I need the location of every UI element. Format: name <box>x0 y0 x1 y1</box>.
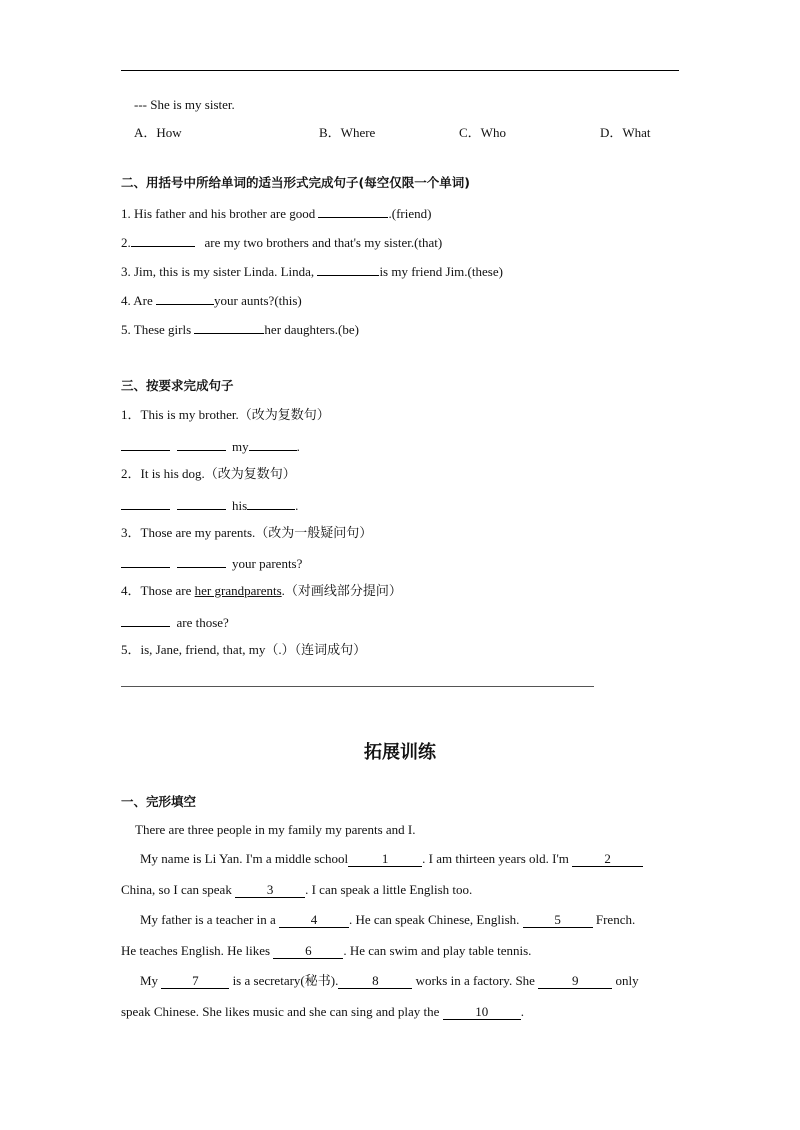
s2-item-5: 5. These girls her daughters.(be) <box>121 322 359 337</box>
cloze-blank-6[interactable]: 6 <box>273 944 343 959</box>
s2-item-4: 4. Are your aunts?(this) <box>121 293 302 308</box>
option-d: D．What <box>600 125 651 140</box>
cloze-blank-4[interactable]: 4 <box>279 913 349 928</box>
s3-question-2: 2．It is his dog.（改为复数句） <box>121 466 296 481</box>
fill-blank[interactable] <box>177 496 226 510</box>
fill-blank[interactable] <box>121 496 170 510</box>
fill-blank[interactable] <box>318 204 388 218</box>
s2-item-2: 2. are my two brothers and that's my sister.(that) <box>121 235 443 250</box>
cloze-blank-2[interactable]: 2 <box>572 852 643 867</box>
fill-blank[interactable] <box>121 613 170 627</box>
cloze-blank-9[interactable]: 9 <box>538 974 612 989</box>
s3-question-1: 1．This is my brother.（改为复数句） <box>121 407 330 422</box>
cloze-line-5: He teaches English. He likes 6 . He can swim and play table tennis. <box>121 943 532 958</box>
fill-blank[interactable] <box>177 554 226 568</box>
cloze-blank-1[interactable]: 1 <box>348 852 422 867</box>
fill-blank[interactable] <box>247 496 295 510</box>
option-a: A．How <box>134 125 182 140</box>
fill-blank[interactable] <box>121 437 170 451</box>
page-title: 拓展训练 <box>364 742 436 763</box>
option-b: B．Where <box>319 125 376 140</box>
cloze-line-4: My father is a teacher in a 4 . He can speak Chinese, English. 5 French. <box>140 912 636 927</box>
cloze-blank-3[interactable]: 3 <box>235 883 305 898</box>
fill-blank[interactable] <box>317 262 379 276</box>
s3-answer-4: are those? <box>121 613 229 631</box>
cloze-line-6: My 7 is a secretary(秘书). 8 works in a factory. She 9 only <box>140 973 639 988</box>
s3-question-4: 4．Those are her grandparents.（对画线部分提问） <box>121 583 402 598</box>
top-rule <box>121 70 679 71</box>
cloze-line-7: speak Chinese. She likes music and she can sing and play the 10 . <box>121 1004 524 1019</box>
section2-heading: 二、用括号中所给单词的适当形式完成句子(每空仅限一个单词) <box>121 175 470 190</box>
s2-item-3: 3. Jim, this is my sister Linda. Linda, is my friend Jim.(these) <box>121 264 503 279</box>
s3-answer-1: my . <box>121 437 300 455</box>
s3-answer-2: his . <box>121 496 298 514</box>
cloze-line-2: My name is Li Yan. I'm a middle school 1 . I am thirteen years old. I'm 2 <box>140 851 643 867</box>
cloze-line-1: There are three people in my family my parents and I. <box>135 822 416 837</box>
cloze-heading: 一、完形填空 <box>121 794 197 809</box>
underlined-phrase: her grandparents <box>194 583 282 598</box>
fill-blank[interactable] <box>131 233 195 247</box>
s2-item-1: 1. His father and his brother are good .(friend) <box>121 206 432 221</box>
cloze-blank-5[interactable]: 5 <box>523 913 593 928</box>
dialog-reply: --- She is my sister. <box>134 97 235 112</box>
section3-heading: 三、按要求完成句子 <box>121 378 234 393</box>
s3-question-3: 3．Those are my parents.（改为一般疑问句） <box>121 525 373 540</box>
cloze-blank-10[interactable]: 10 <box>443 1005 521 1020</box>
s3-answer-3: your parents? <box>121 554 302 572</box>
cloze-blank-7[interactable]: 7 <box>161 974 229 989</box>
fill-blank[interactable] <box>156 291 214 305</box>
fill-blank[interactable] <box>121 554 170 568</box>
fill-blank[interactable] <box>194 320 264 334</box>
fill-blank[interactable] <box>249 437 297 451</box>
cloze-line-3: China, so I can speak 3 . I can speak a little English too. <box>121 882 473 897</box>
answer-line[interactable] <box>121 686 594 687</box>
cloze-blank-8[interactable]: 8 <box>338 974 412 989</box>
option-c: C．Who <box>459 125 506 140</box>
s3-question-5: 5．is, Jane, friend, that, my（.）（连词成句） <box>121 642 367 657</box>
fill-blank[interactable] <box>177 437 226 451</box>
